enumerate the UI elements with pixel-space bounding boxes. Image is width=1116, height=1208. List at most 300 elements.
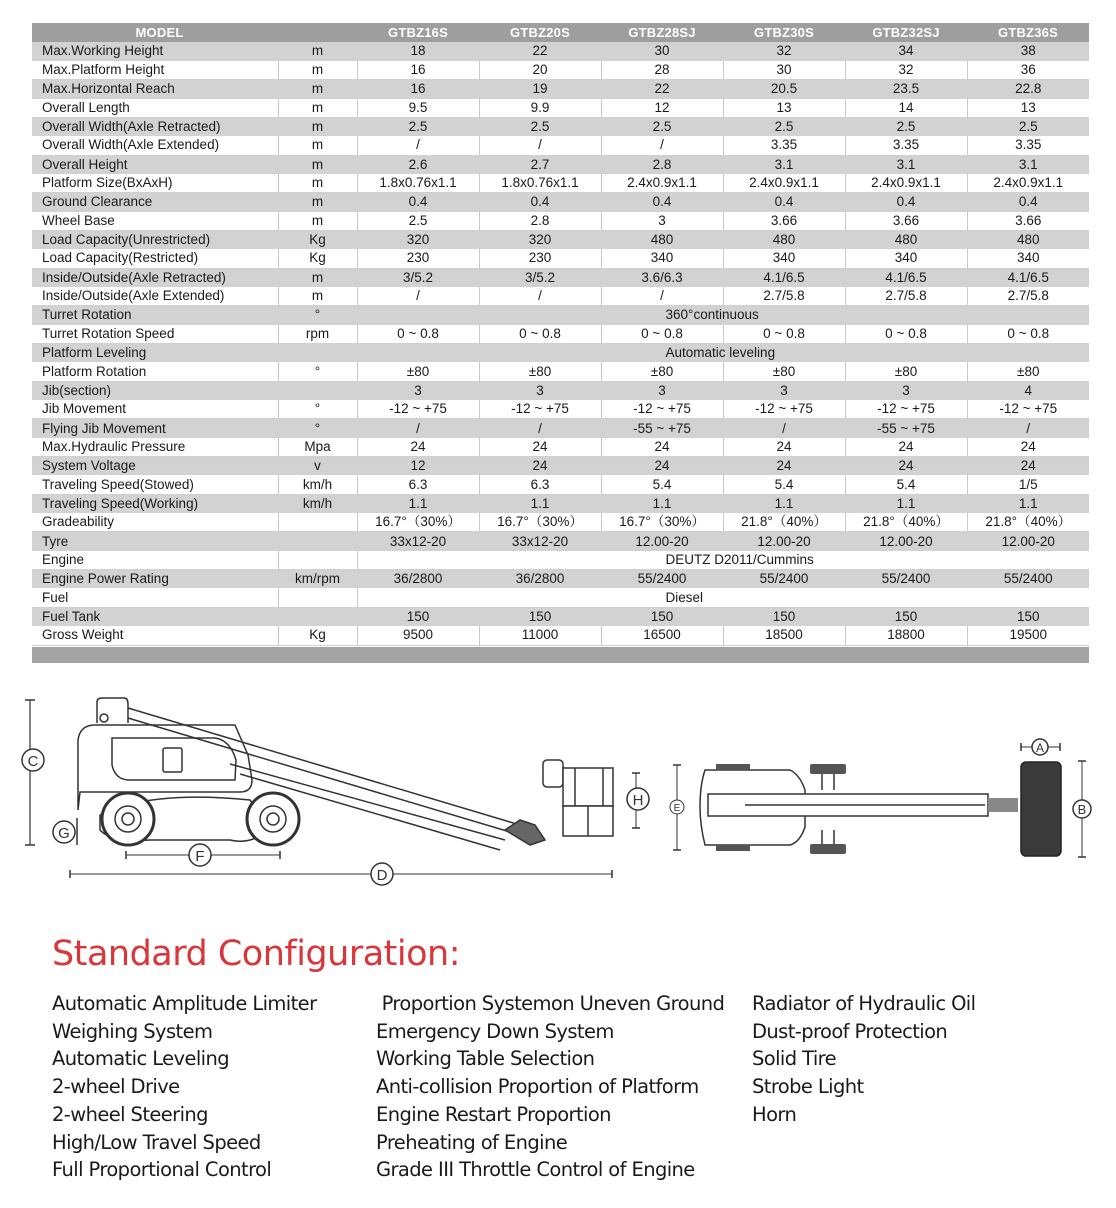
spec-label: Ground Clearance xyxy=(32,193,278,212)
spec-value: 3.1 xyxy=(845,155,967,174)
table-row xyxy=(32,287,1089,306)
spec-unit: m xyxy=(278,80,357,99)
table-footer-bar xyxy=(32,647,1089,663)
config-item: Grade III Throttle Control of Engine xyxy=(376,1158,695,1182)
spec-value: -12 ~ +75 xyxy=(601,400,723,419)
spec-unit xyxy=(278,513,357,532)
spec-value: 36/2800 xyxy=(357,570,479,589)
spec-value: 5.4 xyxy=(845,475,967,494)
spec-value: 340 xyxy=(723,249,845,268)
spec-label: Turret Rotation xyxy=(32,306,278,325)
spec-value: 16.7°（30%） xyxy=(479,513,601,532)
table-row xyxy=(32,306,1089,325)
spec-value: ±80 xyxy=(967,362,1089,381)
table-row xyxy=(32,325,1089,344)
spec-value: 2.7/5.8 xyxy=(723,287,845,306)
spec-value: / xyxy=(601,287,723,306)
spec-value: 2.5 xyxy=(601,117,723,136)
table-row xyxy=(32,174,1089,193)
spec-label: Platform Leveling xyxy=(32,344,278,363)
spec-unit: m xyxy=(278,193,357,212)
spec-span-value: Automatic leveling xyxy=(357,344,1089,363)
config-list-column-1 xyxy=(52,990,316,1184)
spec-value: 0.4 xyxy=(845,193,967,212)
spec-value: 12.00-20 xyxy=(967,532,1089,551)
spec-value: 32 xyxy=(845,61,967,80)
spec-value: 20.5 xyxy=(723,80,845,99)
spec-unit: Kg xyxy=(278,626,357,645)
spec-value: 34 xyxy=(845,42,967,61)
spec-label: Wheel Base xyxy=(32,212,278,231)
spec-value: 33x12-20 xyxy=(479,532,601,551)
spec-value: ±80 xyxy=(601,362,723,381)
spec-value: -12 ~ +75 xyxy=(479,400,601,419)
spec-value: 3 xyxy=(357,381,479,400)
spec-table xyxy=(32,23,1089,646)
spec-value: 24 xyxy=(479,438,601,457)
table-row xyxy=(32,588,1089,607)
spec-value: 19 xyxy=(479,80,601,99)
spec-label: Platform Size(BxAxH) xyxy=(32,174,278,193)
spec-value: 14 xyxy=(845,99,967,118)
table-row xyxy=(32,400,1089,419)
spec-value: 24 xyxy=(723,457,845,476)
spec-unit xyxy=(278,381,357,400)
spec-value: 150 xyxy=(845,607,967,626)
table-header-row xyxy=(32,23,1089,42)
spec-label: Traveling Speed(Stowed) xyxy=(32,475,278,494)
spec-value: 3.35 xyxy=(967,136,1089,155)
spec-value: 2.8 xyxy=(479,212,601,231)
table-row xyxy=(32,381,1089,400)
spec-value: 12.00-20 xyxy=(845,532,967,551)
spec-span-value: DEUTZ D2011/Cummins xyxy=(357,551,1089,570)
spec-value: 1.1 xyxy=(479,494,601,513)
spec-value: 55/2400 xyxy=(601,570,723,589)
model-column-header: GTBZ36S xyxy=(967,23,1089,42)
spec-value: 22 xyxy=(479,42,601,61)
spec-value: 6.3 xyxy=(479,475,601,494)
spec-value: 2.5 xyxy=(479,117,601,136)
spec-value: 24 xyxy=(601,457,723,476)
spec-value: 23.5 xyxy=(845,80,967,99)
spec-label: Traveling Speed(Working) xyxy=(32,494,278,513)
spec-value: 21.8°（40%） xyxy=(723,513,845,532)
spec-value: 150 xyxy=(967,607,1089,626)
spec-value: 480 xyxy=(845,230,967,249)
spec-label: Overall Height xyxy=(32,155,278,174)
spec-value: 36/2800 xyxy=(479,570,601,589)
spec-value: 36 xyxy=(967,61,1089,80)
spec-value: 3 xyxy=(845,381,967,400)
spec-value: 33x12-20 xyxy=(357,532,479,551)
config-item: Proportion Systemon Uneven Ground xyxy=(376,992,725,1015)
spec-value: ±80 xyxy=(845,362,967,381)
dimension-diagram xyxy=(0,680,1116,900)
table-row xyxy=(32,136,1089,155)
spec-label: Gradeability xyxy=(32,513,278,532)
spec-value: 2.5 xyxy=(723,117,845,136)
spec-span-value: 360°continuous xyxy=(357,306,1089,325)
spec-value: 0 ~ 0.8 xyxy=(479,325,601,344)
spec-label: Max.Working Height xyxy=(32,42,278,61)
spec-value: 3.1 xyxy=(967,155,1089,174)
config-item: Emergency Down System xyxy=(376,1019,614,1043)
spec-label: Flying Jib Movement xyxy=(32,419,278,438)
spec-value: / xyxy=(723,419,845,438)
spec-value: 150 xyxy=(601,607,723,626)
spec-value: 3.66 xyxy=(967,212,1089,231)
spec-value: 38 xyxy=(967,42,1089,61)
spec-value: 1.1 xyxy=(723,494,845,513)
spec-value: 2.4x0.9x1.1 xyxy=(723,174,845,193)
spec-unit: Mpa xyxy=(278,438,357,457)
table-row xyxy=(32,344,1089,363)
spec-value: 2.5 xyxy=(967,117,1089,136)
table-row xyxy=(32,513,1089,532)
spec-value: 3.35 xyxy=(845,136,967,155)
spec-value: 2.4x0.9x1.1 xyxy=(967,174,1089,193)
spec-value: 480 xyxy=(601,230,723,249)
spec-value: 24 xyxy=(845,457,967,476)
table-row xyxy=(32,438,1089,457)
config-item: 2-wheel Drive xyxy=(52,1075,180,1099)
spec-value: 320 xyxy=(357,230,479,249)
spec-unit: m xyxy=(278,61,357,80)
spec-value: 24 xyxy=(723,438,845,457)
spec-value: 0 ~ 0.8 xyxy=(601,325,723,344)
config-item: 2-wheel Steering xyxy=(52,1102,208,1126)
spec-label: Platform Rotation xyxy=(32,362,278,381)
spec-value: 0 ~ 0.8 xyxy=(723,325,845,344)
spec-value: 16.7°（30%） xyxy=(601,513,723,532)
spec-value: 2.4x0.9x1.1 xyxy=(601,174,723,193)
spec-unit: ° xyxy=(278,419,357,438)
spec-unit xyxy=(278,607,357,626)
spec-unit: m xyxy=(278,212,357,231)
spec-value: 12.00-20 xyxy=(601,532,723,551)
spec-value: 9.5 xyxy=(357,99,479,118)
config-item: Preheating of Engine xyxy=(376,1130,568,1154)
config-list-column-2 xyxy=(376,990,724,1184)
table-row xyxy=(32,155,1089,174)
table-row xyxy=(32,551,1089,570)
spec-value: 16.7°（30%） xyxy=(357,513,479,532)
spec-unit: ° xyxy=(278,400,357,419)
spec-value: 3 xyxy=(601,381,723,400)
model-column-header: GTBZ30S xyxy=(723,23,845,42)
spec-value: 12 xyxy=(601,99,723,118)
config-item: Automatic Leveling xyxy=(52,1047,230,1071)
spec-label: Tyre xyxy=(32,532,278,551)
spec-value: ±80 xyxy=(479,362,601,381)
spec-value: -55 ~ +75 xyxy=(601,419,723,438)
spec-value: -12 ~ +75 xyxy=(357,400,479,419)
spec-value: 320 xyxy=(479,230,601,249)
config-item: Full Proportional Control xyxy=(52,1158,272,1182)
spec-value: 16 xyxy=(357,61,479,80)
table-row xyxy=(32,457,1089,476)
table-row xyxy=(32,607,1089,626)
spec-unit: Kg xyxy=(278,230,357,249)
spec-label: Inside/Outside(Axle Extended) xyxy=(32,287,278,306)
spec-value: 22 xyxy=(601,80,723,99)
spec-value: 0 ~ 0.8 xyxy=(967,325,1089,344)
spec-value: 3 xyxy=(479,381,601,400)
spec-value: 150 xyxy=(479,607,601,626)
spec-unit xyxy=(278,551,357,570)
spec-label: Engine xyxy=(32,551,278,570)
spec-value: 6.3 xyxy=(357,475,479,494)
spec-value: 2.4x0.9x1.1 xyxy=(845,174,967,193)
spec-value: 24 xyxy=(479,457,601,476)
model-column-header: GTBZ16S xyxy=(357,23,479,42)
spec-label: Max.Horizontal Reach xyxy=(32,80,278,99)
spec-value: 12 xyxy=(357,457,479,476)
config-item: Solid Tire xyxy=(752,1047,837,1071)
spec-value: 16 xyxy=(357,80,479,99)
spec-label: Engine Power Rating xyxy=(32,570,278,589)
spec-value: 150 xyxy=(357,607,479,626)
spec-unit xyxy=(278,588,357,607)
table-row xyxy=(32,80,1089,99)
spec-value: 5.4 xyxy=(601,475,723,494)
spec-value: 0 ~ 0.8 xyxy=(357,325,479,344)
spec-value: 2.5 xyxy=(357,212,479,231)
spec-value: 18500 xyxy=(723,626,845,645)
spec-label: Inside/Outside(Axle Retracted) xyxy=(32,268,278,287)
spec-label: Gross Weight xyxy=(32,626,278,645)
spec-value: 0 ~ 0.8 xyxy=(845,325,967,344)
spec-unit: m xyxy=(278,287,357,306)
spec-unit: m xyxy=(278,136,357,155)
spec-value: 1/5 xyxy=(967,475,1089,494)
config-item: Dust-proof Protection xyxy=(752,1019,948,1043)
spec-value: 3 xyxy=(601,212,723,231)
table-row xyxy=(32,626,1089,645)
table-row xyxy=(32,362,1089,381)
spec-value: 20 xyxy=(479,61,601,80)
config-item: Radiator of Hydraulic Oil xyxy=(752,992,976,1015)
spec-value: 18800 xyxy=(845,626,967,645)
spec-table-body xyxy=(32,42,1089,645)
spec-value: 1.8x0.76x1.1 xyxy=(479,174,601,193)
spec-unit: v xyxy=(278,457,357,476)
spec-value: 4 xyxy=(967,381,1089,400)
spec-value: 13 xyxy=(967,99,1089,118)
spec-value: / xyxy=(479,419,601,438)
table-row xyxy=(32,230,1089,249)
spec-label: Jib Movement xyxy=(32,400,278,419)
config-item: High/Low Travel Speed xyxy=(52,1130,261,1154)
spec-value: 24 xyxy=(601,438,723,457)
spec-value: 3/5.2 xyxy=(479,268,601,287)
spec-value: 3.66 xyxy=(723,212,845,231)
config-item: Working Table Selection xyxy=(376,1047,595,1071)
spec-unit: m xyxy=(278,42,357,61)
spec-value: 32 xyxy=(723,42,845,61)
spec-value: 230 xyxy=(479,249,601,268)
spec-unit: km/h xyxy=(278,494,357,513)
config-item: Strobe Light xyxy=(752,1075,864,1099)
spec-value: / xyxy=(601,136,723,155)
spec-value: 55/2400 xyxy=(967,570,1089,589)
spec-label: Turret Rotation Speed xyxy=(32,325,278,344)
spec-value: 150 xyxy=(723,607,845,626)
spec-value: 0.4 xyxy=(967,193,1089,212)
spec-value: 480 xyxy=(723,230,845,249)
table-row xyxy=(32,532,1089,551)
spec-value: / xyxy=(479,136,601,155)
spec-value: 13 xyxy=(723,99,845,118)
spec-value: 4.1/6.5 xyxy=(723,268,845,287)
model-column-header: GTBZ32SJ xyxy=(845,23,967,42)
spec-span-value: Diesel xyxy=(357,588,1089,607)
spec-label: Max.Hydraulic Pressure xyxy=(32,438,278,457)
config-item: Engine Restart Proportion xyxy=(376,1102,611,1126)
spec-unit: m xyxy=(278,117,357,136)
label-b: B xyxy=(1077,802,1087,817)
table-row xyxy=(32,475,1089,494)
spec-value: 2.5 xyxy=(845,117,967,136)
spec-value: 21.8°（40%） xyxy=(845,513,967,532)
spec-label: Overall Length xyxy=(32,99,278,118)
spec-unit: km/rpm xyxy=(278,570,357,589)
spec-value: 0.4 xyxy=(357,193,479,212)
spec-value: ±80 xyxy=(723,362,845,381)
table-row xyxy=(32,570,1089,589)
table-row xyxy=(32,42,1089,61)
spec-value: 2.7/5.8 xyxy=(845,287,967,306)
spec-value: 3.1 xyxy=(723,155,845,174)
spec-value: 3.66 xyxy=(845,212,967,231)
spec-value: -12 ~ +75 xyxy=(723,400,845,419)
spec-value: 3.6/6.3 xyxy=(601,268,723,287)
table-row xyxy=(32,419,1089,438)
model-column-header: GTBZ28SJ xyxy=(601,23,723,42)
spec-value: -12 ~ +75 xyxy=(967,400,1089,419)
spec-label: System Voltage xyxy=(32,457,278,476)
spec-label: Fuel xyxy=(32,588,278,607)
spec-value: 16500 xyxy=(601,626,723,645)
spec-value: 0.4 xyxy=(723,193,845,212)
spec-value: 480 xyxy=(967,230,1089,249)
spec-value: 2.7/5.8 xyxy=(967,287,1089,306)
standard-configuration-title: Standard Configuration: xyxy=(52,934,461,974)
spec-value: 230 xyxy=(357,249,479,268)
spec-unit: ° xyxy=(278,362,357,381)
config-list-column-3 xyxy=(752,990,975,1129)
spec-value: 3.35 xyxy=(723,136,845,155)
spec-value: 18 xyxy=(357,42,479,61)
model-column-header: GTBZ20S xyxy=(479,23,601,42)
spec-value: 0.4 xyxy=(601,193,723,212)
spec-value: 22.8 xyxy=(967,80,1089,99)
spec-value: 1.1 xyxy=(357,494,479,513)
spec-label: Max.Platform Height xyxy=(32,61,278,80)
spec-value: 2.7 xyxy=(479,155,601,174)
spec-unit: ° xyxy=(278,306,357,325)
table-row xyxy=(32,212,1089,231)
table-row xyxy=(32,117,1089,136)
spec-value: 55/2400 xyxy=(845,570,967,589)
table-row xyxy=(32,249,1089,268)
label-d: D xyxy=(376,867,388,884)
spec-value: 2.8 xyxy=(601,155,723,174)
spec-value: 340 xyxy=(845,249,967,268)
spec-unit: m xyxy=(278,174,357,193)
spec-value: / xyxy=(967,419,1089,438)
spec-unit: km/h xyxy=(278,475,357,494)
spec-value: / xyxy=(357,136,479,155)
table-row xyxy=(32,268,1089,287)
spec-value: 1.8x0.76x1.1 xyxy=(357,174,479,193)
side-view-diagram xyxy=(22,698,649,885)
spec-label: Overall Width(Axle Retracted) xyxy=(32,117,278,136)
table-row xyxy=(32,61,1089,80)
spec-value: 24 xyxy=(357,438,479,457)
spec-value: 28 xyxy=(601,61,723,80)
spec-value: 19500 xyxy=(967,626,1089,645)
spec-value: 30 xyxy=(723,61,845,80)
spec-value: 2.6 xyxy=(357,155,479,174)
spec-value: 9.9 xyxy=(479,99,601,118)
label-f: F xyxy=(195,848,205,865)
spec-label: Overall Width(Axle Extended) xyxy=(32,136,278,155)
label-h: H xyxy=(632,792,644,809)
spec-label: Load Capacity(Restricted) xyxy=(32,249,278,268)
spec-value: 11000 xyxy=(479,626,601,645)
spec-value: 24 xyxy=(967,457,1089,476)
spec-value: 30 xyxy=(601,42,723,61)
spec-value: 2.5 xyxy=(357,117,479,136)
spec-value: ±80 xyxy=(357,362,479,381)
spec-value: 340 xyxy=(967,249,1089,268)
spec-unit xyxy=(278,532,357,551)
spec-value: 21.8°（40%） xyxy=(967,513,1089,532)
spec-value: 1.1 xyxy=(601,494,723,513)
spec-value: / xyxy=(357,287,479,306)
config-item: Weighing System xyxy=(52,1019,213,1043)
spec-value: 0.4 xyxy=(479,193,601,212)
spec-value: 24 xyxy=(967,438,1089,457)
config-item: Anti-collision Proportion of Platform xyxy=(376,1075,699,1099)
config-item: Automatic Amplitude Limiter xyxy=(52,992,317,1015)
spec-label: Fuel Tank xyxy=(32,607,278,626)
spec-unit: Kg xyxy=(278,249,357,268)
spec-unit: m xyxy=(278,99,357,118)
spec-value: -55 ~ +75 xyxy=(845,419,967,438)
spec-value: 4.1/6.5 xyxy=(967,268,1089,287)
spec-label: Load Capacity(Unrestricted) xyxy=(32,230,278,249)
spec-value: / xyxy=(479,287,601,306)
spec-label: Jib(section) xyxy=(32,381,278,400)
config-item: Horn xyxy=(752,1102,797,1126)
spec-value: 5.4 xyxy=(723,475,845,494)
spec-value: 1.1 xyxy=(845,494,967,513)
spec-unit: m xyxy=(278,155,357,174)
spec-value: -12 ~ +75 xyxy=(845,400,967,419)
table-row xyxy=(32,99,1089,118)
top-view-diagram xyxy=(670,739,1091,857)
spec-value: 340 xyxy=(601,249,723,268)
spec-value: 1.1 xyxy=(967,494,1089,513)
table-row xyxy=(32,193,1089,212)
model-header: MODEL xyxy=(32,23,357,42)
spec-unit: m xyxy=(278,268,357,287)
spec-value: 4.1/6.5 xyxy=(845,268,967,287)
spec-value: 12.00-20 xyxy=(723,532,845,551)
